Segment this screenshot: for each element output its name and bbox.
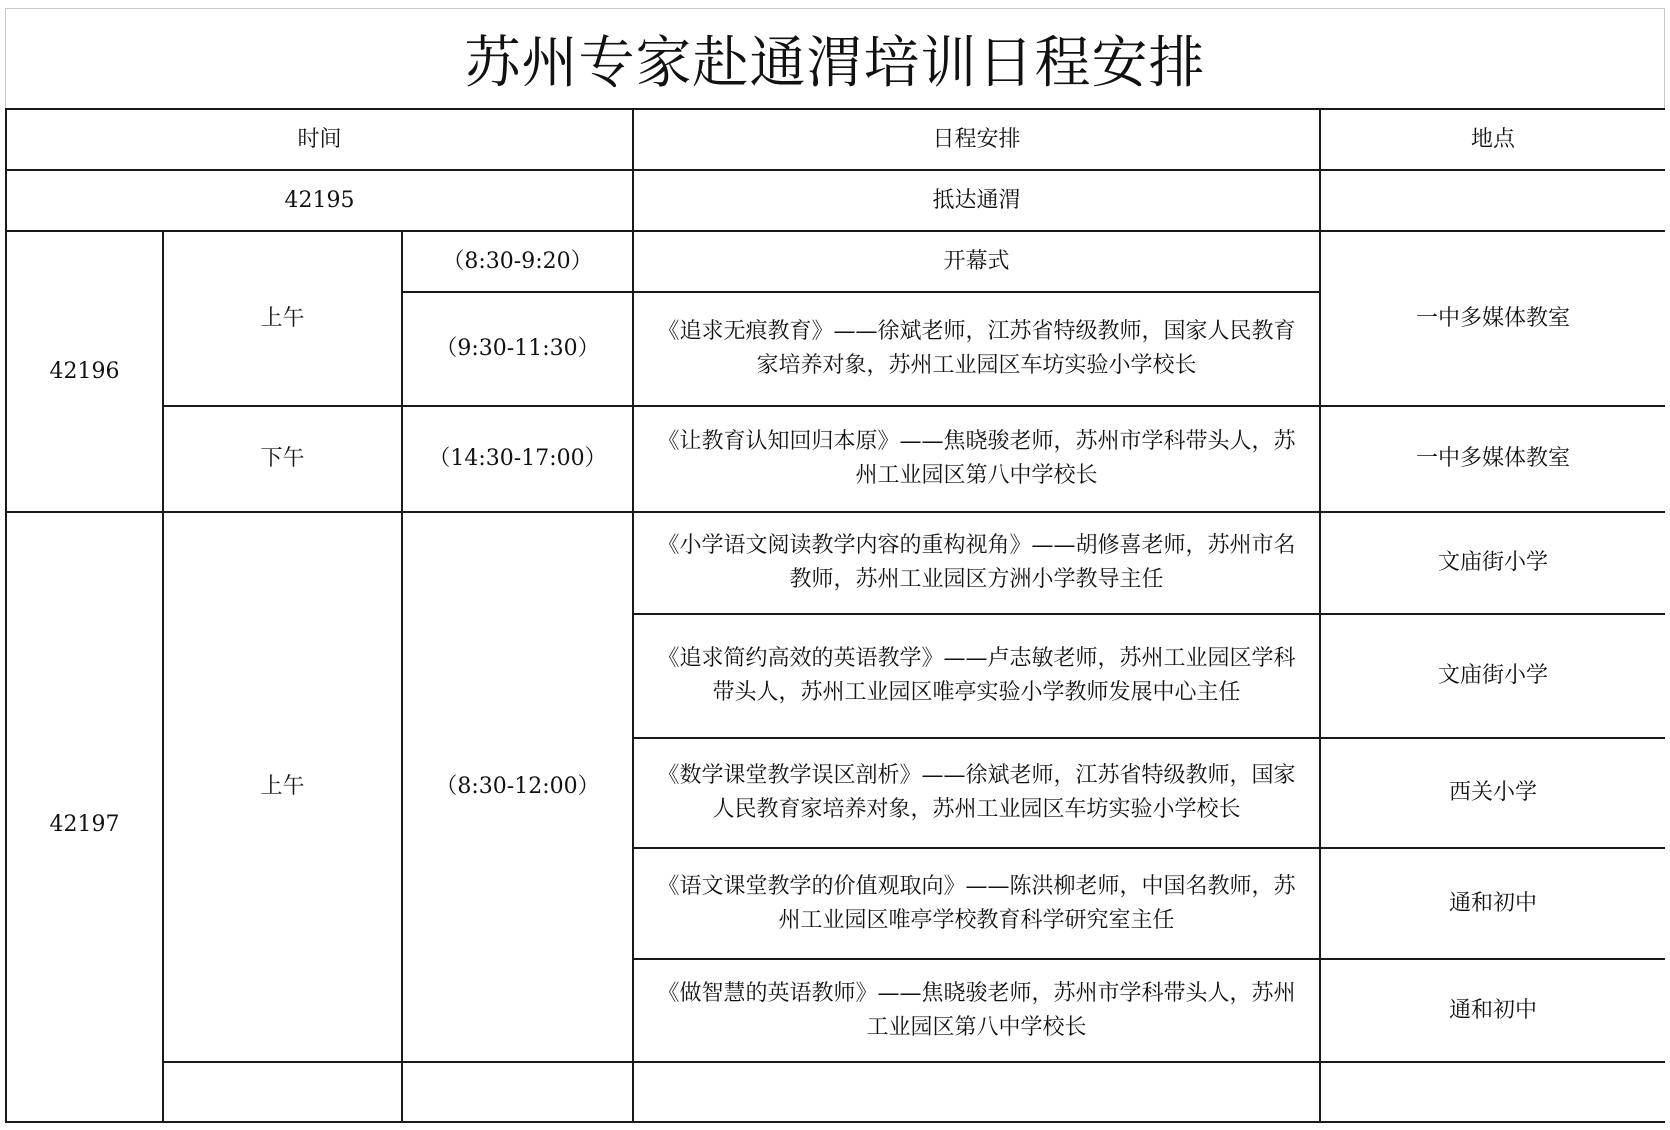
session-topic: 《追求简约高效的英语教学》——卢志敏老师，苏州工业园区学科带头人，苏州工业园区唯亭实验小学教师发展中心主任 xyxy=(633,614,1320,738)
blank-cell xyxy=(402,1062,633,1122)
spreadsheet-page xyxy=(5,8,1665,1130)
session-time: （9:30-11:30） xyxy=(402,292,633,406)
day1-date: 42196 xyxy=(6,231,163,512)
arrival-date: 42195 xyxy=(6,170,633,231)
table-row xyxy=(6,512,1665,614)
session-topic: 《数学课堂教学误区剖析》——徐斌老师，江苏省特级教师，国家人民教育家培养对象，苏州工业园区车坊实验小学校长 xyxy=(633,738,1320,848)
session-topic: 《让教育认知回归本原》——焦晓骏老师，苏州市学科带头人，苏州工业园区第八中学校长 xyxy=(633,406,1320,512)
schedule-table xyxy=(5,108,1665,1123)
session-topic: 《做智慧的英语教师》——焦晓骏老师，苏州市学科带头人，苏州工业园区第八中学校长 xyxy=(633,959,1320,1062)
header-row xyxy=(6,109,1665,170)
arrival-event: 抵达通渭 xyxy=(633,170,1320,231)
arrival-row xyxy=(6,170,1665,231)
session-place: 西关小学 xyxy=(1320,738,1665,848)
session-time: （8:30-9:20） xyxy=(402,231,633,292)
header-place: 地点 xyxy=(1320,109,1665,170)
day1-afternoon-place: 一中多媒体教室 xyxy=(1320,406,1665,512)
day2-date: 42197 xyxy=(6,512,163,1122)
table-row xyxy=(6,231,1665,292)
session-topic: 开幕式 xyxy=(633,231,1320,292)
header-schedule: 日程安排 xyxy=(633,109,1320,170)
session-place: 通和初中 xyxy=(1320,959,1665,1062)
page-title: 苏州专家赴通渭培训日程安排 xyxy=(5,8,1665,108)
session-topic: 《小学语文阅读教学内容的重构视角》——胡修喜老师，苏州市名教师，苏州工业园区方洲小学教导主任 xyxy=(633,512,1320,614)
arrival-place xyxy=(1320,170,1665,231)
day2-morning-label: 上午 xyxy=(163,512,402,1062)
header-time: 时间 xyxy=(6,109,633,170)
blank-cell xyxy=(633,1062,1320,1122)
table-row xyxy=(6,1062,1665,1122)
session-place: 文庙街小学 xyxy=(1320,614,1665,738)
day1-morning-label: 上午 xyxy=(163,231,402,406)
blank-cell xyxy=(1320,1062,1665,1122)
blank-cell xyxy=(163,1062,402,1122)
session-topic: 《语文课堂教学的价值观取向》——陈洪柳老师，中国名教师，苏州工业园区唯亭学校教育科学研究室主任 xyxy=(633,848,1320,959)
session-time: （14:30-17:00） xyxy=(402,406,633,512)
day2-session-time: （8:30-12:00） xyxy=(402,512,633,1062)
session-place: 文庙街小学 xyxy=(1320,512,1665,614)
table-row xyxy=(6,406,1665,512)
day1-morning-place: 一中多媒体教室 xyxy=(1320,231,1665,406)
day1-afternoon-label: 下午 xyxy=(163,406,402,512)
session-place: 通和初中 xyxy=(1320,848,1665,959)
session-topic: 《追求无痕教育》——徐斌老师，江苏省特级教师，国家人民教育家培养对象，苏州工业园区车坊实验小学校长 xyxy=(633,292,1320,406)
